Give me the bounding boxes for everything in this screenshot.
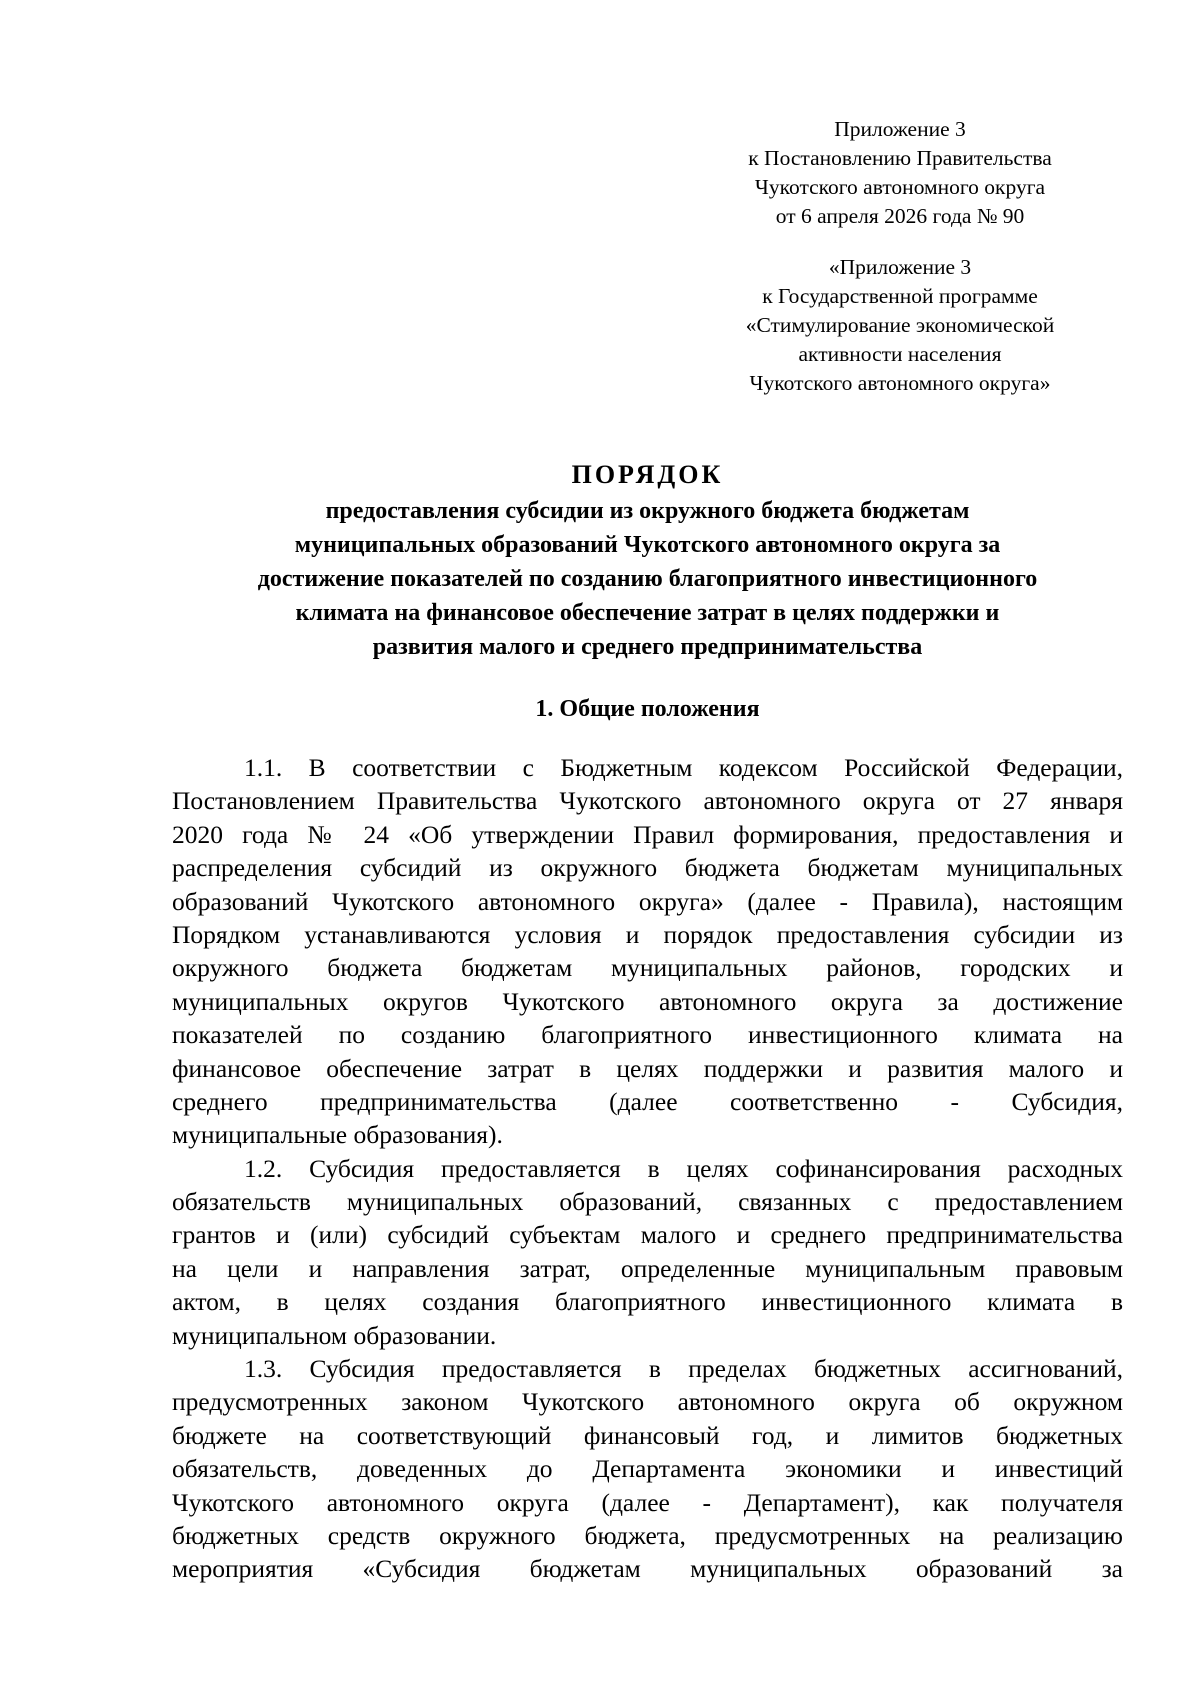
appendix-reference-resolution — [720, 115, 1080, 231]
appendix-line: «Приложение 3 — [828, 255, 972, 279]
text-line: мероприятия «Субсидия бюджетам муниципальных образований за — [172, 1554, 1123, 1584]
section-heading: 1. Общие положения — [535, 696, 760, 722]
text-line: образований Чукотского автономного округа» (далее - Правила), настоящим — [172, 886, 1123, 916]
subtitle-line: климата на финансовое обеспечение затрат в целях поддержки и — [295, 600, 1000, 626]
text-line: распределения субсидий из окружного бюджета бюджетам муниципальных — [172, 853, 1123, 883]
text-line: обязательств муниципальных образований, связанных с предоставлением — [172, 1187, 1123, 1217]
appendix-line: от 6 апреля 2026 года № 90 — [775, 204, 1025, 228]
appendix-line: к Государственной программе — [762, 284, 1038, 308]
appendix-line: «Стимулирование экономической — [745, 313, 1055, 337]
paragraph-1-1 — [172, 751, 1123, 1152]
document-body — [172, 751, 1123, 1586]
text-line: грантов и (или) субсидий субъектам малого и среднего предпринимательства — [172, 1220, 1123, 1250]
text-line: 1.3. Субсидия предоставляется в пределах бюджетных ассигнований, — [244, 1354, 1123, 1384]
text-line: Чукотского автономного округа (далее - Департамент), как получателя — [172, 1487, 1123, 1517]
text-line: Постановлением Правительства Чукотского автономного округа от 27 января — [172, 786, 1123, 816]
text-line: предусмотренных законом Чукотского автономного округа об окружном — [172, 1387, 1123, 1417]
text-line: показателей по созданию благоприятного инвестиционного климата на — [172, 1020, 1123, 1050]
document-title-block — [170, 458, 1125, 664]
text-line: 1.2. Субсидия предоставляется в целях софинансирования расходных — [244, 1153, 1123, 1183]
appendix-line: к Постановлению Правительства — [748, 146, 1052, 170]
text-line: муниципальных округов Чукотского автономного округа за достижение — [172, 986, 1123, 1016]
text-line: финансовое обеспечение затрат в целях поддержки и развития малого и — [172, 1053, 1123, 1083]
subtitle-line: развития малого и среднего предпринимательства — [372, 634, 923, 660]
subtitle-line: достижение показателей по созданию благоприятного инвестиционного — [257, 566, 1038, 592]
text-line: актом, в целях создания благоприятного инвестиционного климата в — [172, 1287, 1123, 1317]
text-line: 2020 года № 24 «Об утверждении Правил формирования, предоставления и — [172, 819, 1123, 849]
text-line: муниципальные образования). — [172, 1120, 503, 1150]
appendix-line: Приложение 3 — [834, 117, 966, 141]
appendix-reference-program — [720, 253, 1080, 398]
text-line: бюджетных средств окружного бюджета, предусмотренных на реализацию — [172, 1520, 1123, 1550]
paragraph-1-3 — [172, 1352, 1123, 1586]
appendix-line: Чукотского автономного округа» — [749, 371, 1051, 395]
subtitle-line: предоставления субсидии из окружного бюджета бюджетам — [325, 498, 970, 524]
text-line: окружного бюджета бюджетам муниципальных районов, городских и — [172, 953, 1123, 983]
text-line: Порядком устанавливаются условия и порядок предоставления субсидии из — [172, 919, 1123, 949]
document-title: ПОРЯДОК — [571, 460, 724, 489]
text-line: бюджете на соответствующий финансовый год, и лимитов бюджетных — [172, 1420, 1123, 1450]
appendix-line: Чукотского автономного округа — [754, 175, 1046, 199]
text-line: на цели и направления затрат, определенные муниципальным правовым — [172, 1253, 1123, 1283]
subtitle-line: муниципальных образований Чукотского автономного округа за — [294, 532, 1001, 558]
text-line: обязательств, доведенных до Департамента экономики и инвестиций — [172, 1454, 1123, 1484]
text-line: муниципальном образовании. — [172, 1320, 497, 1350]
text-line: среднего предпринимательства (далее соответственно - Субсидия, — [172, 1086, 1123, 1116]
text-line: 1.1. В соответствии с Бюджетным кодексом Российской Федерации, — [244, 753, 1123, 782]
appendix-line: активности населения — [798, 342, 1002, 366]
paragraph-1-2 — [172, 1152, 1123, 1352]
document-subtitle — [170, 494, 1125, 664]
